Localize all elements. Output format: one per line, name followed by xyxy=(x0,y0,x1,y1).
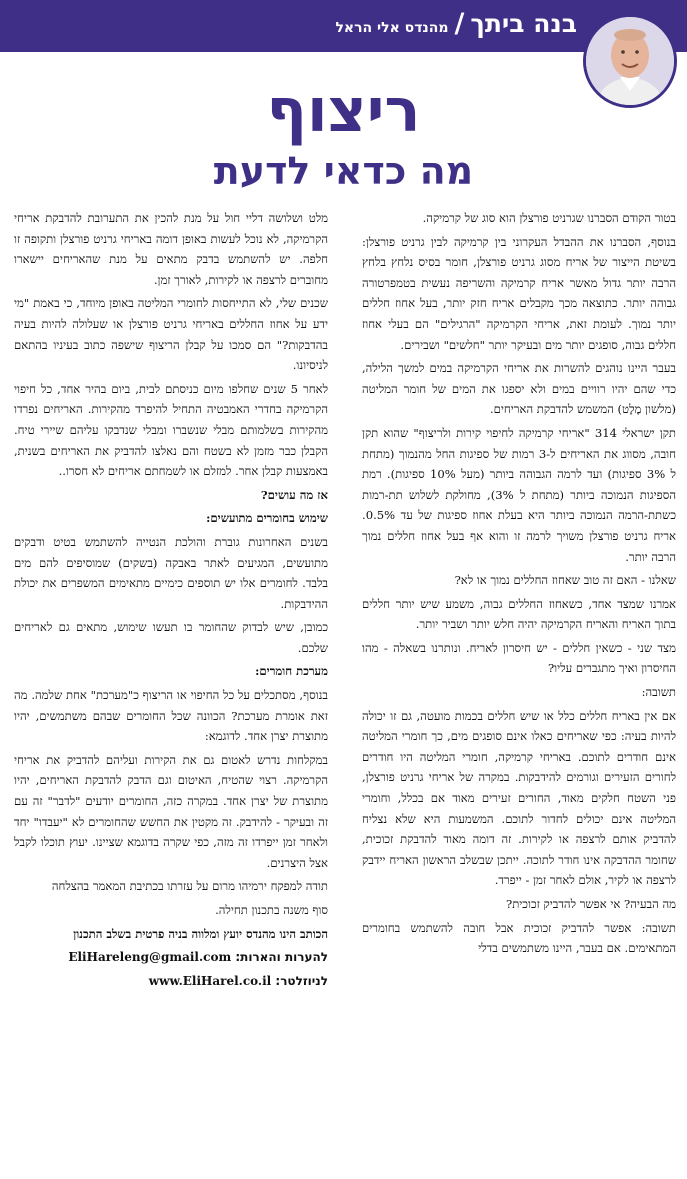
paragraph: תשובה: xyxy=(641,685,676,700)
contact-email-line xyxy=(14,947,328,968)
contact-site-link[interactable]: www.EliHarel.co.il xyxy=(148,973,272,988)
author-note: הכותב הינו מהנדס יועץ ומלווה בניה פרטית בשלב התכנון xyxy=(73,926,328,941)
section-heading: אז מה עושים? xyxy=(260,487,328,502)
paragraph: בנוסף, הסברנו את ההבדל העקרוני בין קרמיקה לבין גרניט פורצלן: בשיטת הייצור של אריח מסוג גרניט פורצלן, חומר בסיס נלחץ בלחץ הרבה יותר גדול מאשר אריח קרמיקה והשריפה נעשית בטמפרטורה גבוהה יותר. כתוצאה מכך מקבלים אריח חזק יותר, בעל אחוז חללים יותר נמוך. לעומת זאת, אריחי הקרמיקה "הרגילים" הם בעלי אחוז חללים גבוה, סופגים יותר מים ובעיקר יותר "חלשים" ושבירים. xyxy=(362,234,676,352)
header-band xyxy=(0,0,687,52)
article-subtitle: מה כדאי לדעת xyxy=(213,149,474,193)
text-column-left xyxy=(14,208,328,1176)
paragraph: סוף משנה בתכנון תחילה. xyxy=(215,903,328,917)
paragraph: תקן ישראלי 314 "אריחי קרמיקה לחיפוי קירות ולריצוף" שהוא תקן חובה, מסווג את האריחים ל-3 רמות של ספיגות החל מהנמוך (מתחת ל 3% ספיגות) ועד לרמה הגבוהה ביותר (מעל 10% ספיגות). רמת הספיגות הנמוכה ביותר (מתחת ל 3%), מחולקת לשלוש תת-רמות כשתת-הרמה הנמוכה ביותר היא בעלת אחוז ספיגות של עד 0.5%. אריח גרניט פורצלן משויך לרמה זו והוא אף בעל אחוז חללים נמוך הרבה יותר. xyxy=(362,425,676,564)
paragraph: מצד שני - כשאין חללים - יש חיסרון לאריח. ונותרנו בשאלה - מהו החיסרון ואיך מתגברים עליו? xyxy=(362,640,676,676)
paragraph: שאלנו - האם זה טוב שאחוז החללים נמוך או לא? xyxy=(454,573,676,588)
column-title: בנה ביתך xyxy=(470,9,577,38)
article-title: ריצוף xyxy=(266,76,421,146)
paragraph: בשנים האחרונות גוברת והולכת הנטייה להשתמש בטיט ודבקים מתועשים, המגיעים לאתר באבקה (בשקים) שמוסיפים להם מים בלבד. לחומרים אלו יש תוספים כימיים מתאימים המשפרים את יכולת ההידבקות. xyxy=(14,534,328,611)
paragraph: מלט ושלושה דליי חול על מנת להכין את התערובת להדבקת אריחי הקרמיקה, לא נוכל לעשות באופן דומה באריחי גרניט פורצלן ותקופה זו חלפה. יש להשתמש בדבק מתאים על מנת שהאריחים יישארו מחוברים לרצפה או לקירות, לאורך זמן. xyxy=(14,211,328,287)
contact-email[interactable]: EliHareleng@gmail.com xyxy=(68,950,232,965)
paragraph: אמרנו שמצד אחד, כשאחוז החללים גבוה, משמע שיש יותר חללים בתוך האריח והאריח הקרמיקה יהיה חלש יותר ושביר יותר. xyxy=(362,596,676,632)
section-heading: מערכת חומרים: xyxy=(255,664,328,679)
paragraph: בעבר היינו נוהגים להשרות את אריחי הקרמיקה במים למשך הלילה, כדי שהם יהיו רוויים במים ולא יספגו את המים של חומר המליטה (מלשון מֶלֶט) המשמש להדבקת האריחים. xyxy=(362,361,676,417)
paragraph: בנוסף, מסתכלים על כל החיפוי או הריצוף כ"מערכת" אחת שלמה. מה זאת אומרת מערכת? הכוונה שכל החומרים שבהם משתמשים, יהיו מתוצרת יצרן אחד. לדוגמא: xyxy=(14,688,328,744)
paragraph: לאחר 5 שנים שחלפו מיום כניסתם לבית, ביום בהיר אחד, כל חיפוי הקרמיקה בחדרי האמבטיה התחיל להיפרד מהקירות. האריחים נפרדו מהקירות בשלמותם מבלי שנשברו ומבלי שנדבקו עליהם שיירי טיח. הקבלן כבר מזמן לא בשטח והם נאלצו להדביק את האריחים בשנית, באמצעות קבלן אחר. למזלם או לשמחתם אריחים לא חסרו.. xyxy=(14,381,328,479)
paragraph: בטור הקודם הסברנו שגרניט פורצלן הוא סוג של קרמיקה. xyxy=(422,211,676,225)
contact-site-label: לניוזלטר: xyxy=(275,973,328,988)
author-name: מהנדס אלי הראל xyxy=(335,20,449,36)
text-column-right xyxy=(362,208,676,1176)
paragraph: שכנים שלי, לא התייחסות לחומרי המליטה באופן מיוחד, כי באמת "מי ידע על אחוז החללים באריחי גרניט פורצלן או שעלולה להיות בעיה בהדבקות?" הם סמכו על קבלן הריצוף שישפה כתוב בעיניו בהתאם לניסיונו. xyxy=(14,296,328,373)
contact-site-line xyxy=(14,971,328,992)
header-separator: / xyxy=(454,8,465,39)
paragraph: מה הבעיה? אי אפשר להדביק זכוכית? xyxy=(505,897,676,911)
paragraph: אם אין באריח חללים כלל או שיש חללים בכמות מועטה, גם זו יכולה להיות בעיה: כפי שאריחים כאלו אינם סופגים מים, כך חומרי המליטה אינם חודרים לתוכם. באריחי קרמיקה, חומרי המליטה היו חודרים לחורים הזעירים וגורמים להידבקות. במקרה של אריחי גרניט פורצלן, פני השטח חלקים מאוד, החורים זעירים מאוד אם בכלל, וחומרי המליטה אינם יכולים לחדור לתוכם. המשמעות היא שלא נצליח להדביק אותם לרצפה או לקירות. זה דומה מאוד להדבקת זכוכית, שחומר ההדבקה אינו חודר לתוכה. ייתכן שבשלב הראשון האריח יידבק לרצפה או לקיר, אולם לאחר זמן - ייפרד. xyxy=(362,708,676,888)
paragraph: כמובן, שיש לבדוק שהחומר בו תעשו שימוש, מתאים גם לאריחים שלכם. xyxy=(14,620,328,655)
paragraph: תשובה: אפשר להדביק זכוכית אבל חובה להשתמש בחומרים המתאימים. אם בעבר, היינו משתמשים בדלי xyxy=(362,920,676,956)
contact-email-label: להערות והארות: xyxy=(235,950,328,965)
paragraph: במקלחות נדרש לאטום גם את הקירות ועליהם להדביק את אריחי הקרמיקה. רצוי שהטיח, האיטום וגם הדבק להדבקת האריחים, יהיו מתוצרת של יצרן אחד. במקרה כזה, החומרים יודעים "לדבר" זה עם זה ובעיקר - להידבק. זה מקטין את החשש שהחומרים לא "יעבדו" יחד ולאחר זמן ייפרדו זה מזה, כפי שקרה בדוגמא שציינו. יעוץ תוכלו לקבל אצל היצרנים. xyxy=(14,752,328,870)
section-heading: שימוש בחומרים מתועשים: xyxy=(206,511,328,526)
header-text xyxy=(335,8,577,39)
paragraph: תודה למפקח ירמיהו מרום על עזרתו בכתיבת המאמר בהצלחה xyxy=(51,879,328,894)
